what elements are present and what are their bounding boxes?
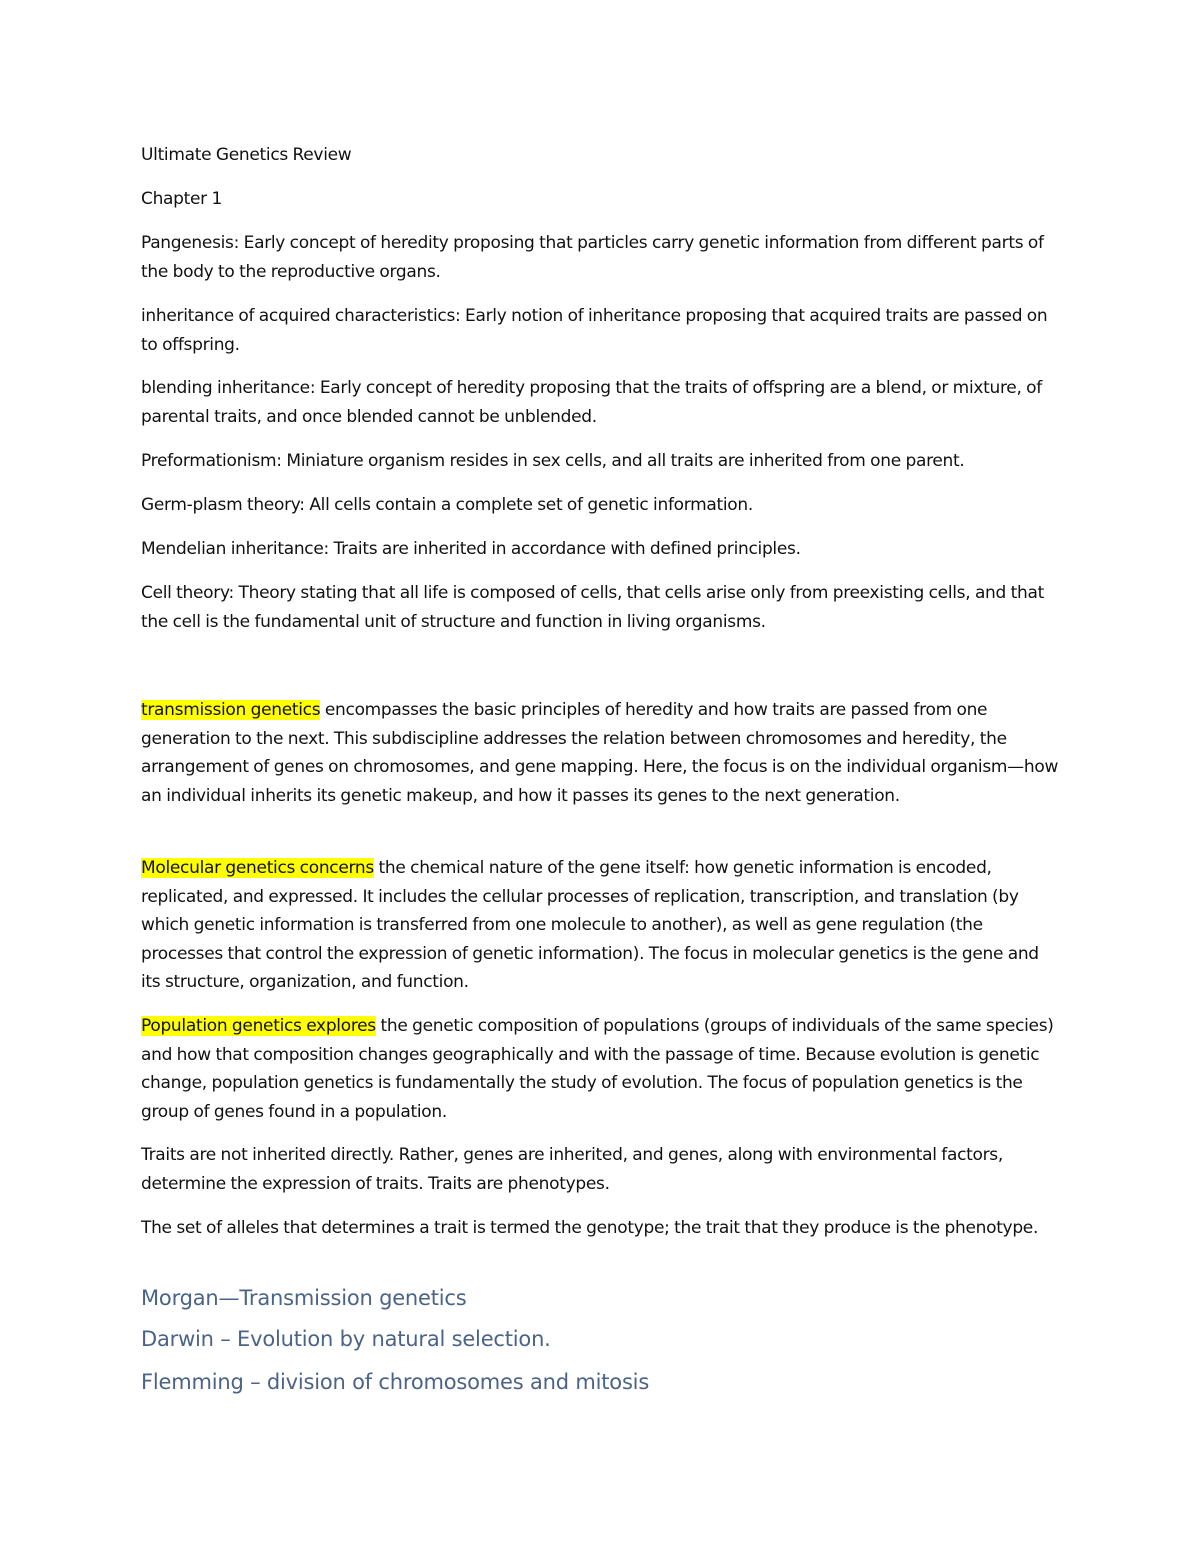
definition-text: Theory stating that all life is composed of cells, that cells arise only from preexisting cells, and that the cell is the fundamental unit of structure and function in living organisms. bbox=[141, 583, 1044, 632]
highlighted-term: Molecular genetics concerns bbox=[141, 858, 374, 878]
chapter-label: Chapter 1 bbox=[141, 189, 222, 209]
definition-term: Germ-plasm theory: bbox=[141, 495, 305, 515]
heading-flemming: Flemming – division of chromosomes and mitosis bbox=[141, 1370, 650, 1394]
heading-darwin: Darwin – Evolution by natural selection. bbox=[141, 1327, 551, 1351]
paragraph-text: the chemical nature of the gene itself: how genetic information is encoded, replicated, and expressed. It includes the cellular processes of replication, transcription, and translation (by which genetic information is transferred from one molecule to another), as well as gene regulation (the processes that control the expression of genetic information). The focus in molecular genetics is the gene and its structure, organization, and function. bbox=[141, 858, 1039, 992]
definition-text: Early notion of inheritance proposing that acquired traits are passed on to offspring. bbox=[141, 306, 1048, 355]
paragraph-genotype: The set of alleles that determines a trait is termed the genotype; the trait that they produce is the phenotype. bbox=[141, 1218, 1039, 1238]
paragraph-transmission-genetics bbox=[141, 696, 1061, 810]
definition-text: Traits are inherited in accordance with defined principles. bbox=[328, 539, 801, 559]
definition-mendelian-inheritance bbox=[141, 535, 1061, 564]
definition-term: Pangenesis: bbox=[141, 233, 240, 253]
definition-pangenesis bbox=[141, 229, 1061, 286]
paragraph-text: the genetic composition of populations (groups of individuals of the same species) and how that composition changes geographically and with the passage of time. Because evolution is genetic change, population genetics is fundamentally the study of evolution. The focus of population genetics is the group of genes found in a population. bbox=[141, 1016, 1054, 1122]
paragraph-traits: Traits are not inherited directly. Rather, genes are inherited, and genes, along with environmental factors, determine the expression of traits. Traits are phenotypes. bbox=[141, 1145, 1003, 1194]
highlighted-term: transmission genetics bbox=[141, 700, 321, 720]
highlighted-term: Population genetics explores bbox=[141, 1016, 376, 1036]
definition-text: Early concept of heredity proposing that particles carry genetic information from different parts of the body to the reproductive organs. bbox=[141, 233, 1044, 282]
definition-cell-theory bbox=[141, 579, 1061, 636]
definition-germ-plasm-theory bbox=[141, 491, 1061, 520]
definition-term: Cell theory: bbox=[141, 583, 234, 603]
definition-term: blending inheritance: bbox=[141, 378, 316, 398]
paragraph-molecular-genetics bbox=[141, 854, 1061, 997]
definition-text: Early concept of heredity proposing that the traits of offspring are a blend, or mixture, of parental traits, and once blended cannot be unblended. bbox=[141, 378, 1042, 427]
definition-acquired-characteristics bbox=[141, 302, 1061, 359]
definition-preformationism bbox=[141, 447, 1061, 476]
definition-text: Miniature organism resides in sex cells, and all traits are inherited from one parent. bbox=[281, 451, 965, 471]
definition-text: All cells contain a complete set of genetic information. bbox=[304, 495, 753, 515]
paragraph-population-genetics bbox=[141, 1012, 1061, 1126]
definition-term: inheritance of acquired characteristics: bbox=[141, 306, 461, 326]
definition-blending-inheritance bbox=[141, 374, 1061, 431]
definition-term: Mendelian inheritance: bbox=[141, 539, 329, 559]
definition-term: Preformationism: bbox=[141, 451, 282, 471]
paragraph-text: encompasses the basic principles of heredity and how traits are passed from one generation to the next. This subdiscipline addresses the relation between chromosomes and heredity, the arrangement of genes on chromosomes, and gene mapping. Here, the focus is on the individual organism—how an individual inherits its genetic makeup, and how it passes its genes to the next generation. bbox=[141, 700, 1059, 806]
document-title: Ultimate Genetics Review bbox=[141, 145, 352, 165]
heading-morgan: Morgan—Transmission genetics bbox=[141, 1286, 467, 1310]
